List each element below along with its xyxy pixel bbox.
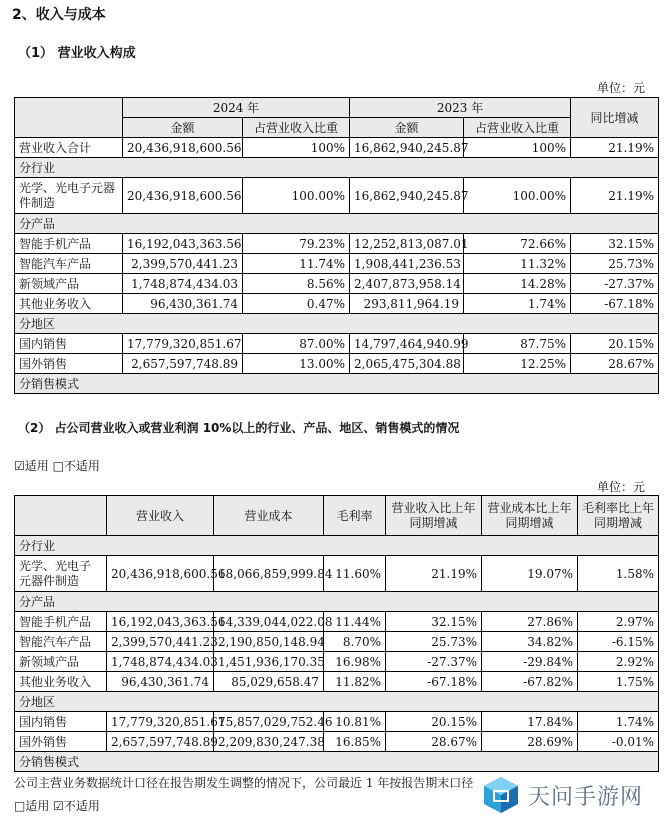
- applicable-checkbox: ☑适用: [14, 459, 49, 473]
- table-row: [15, 712, 659, 732]
- header-revenue: 营业收入: [107, 496, 214, 536]
- unit-label-2: 单位：元: [596, 480, 645, 494]
- amount-2023: 14,797,464,940.99: [350, 334, 464, 354]
- ratio-2024: 0.47%: [243, 294, 350, 314]
- subsection-2-title: （2） 占公司营业收入或营业利润 10%以上的行业、产品、地区、销售模式的情况: [18, 421, 460, 435]
- row-label: 光学、光电子元器件制造: [15, 556, 107, 592]
- row-label: 新领域产品: [15, 274, 123, 294]
- revenue: 1,748,874,434.03: [107, 652, 214, 672]
- revenue: 17,779,320,851.67: [107, 712, 214, 732]
- revenue: 2,657,597,748.89: [107, 732, 214, 752]
- revenue-composition-table: [14, 97, 659, 394]
- margin: 16.98%: [324, 652, 386, 672]
- amount-2024: 2,399,570,441.23: [123, 254, 243, 274]
- amount-2023: 2,065,475,304.88: [350, 354, 464, 374]
- row-label: 国外销售: [15, 354, 123, 374]
- group-header-region: 分地区: [15, 692, 659, 712]
- subsection-1-title: （1） 营业收入构成: [18, 46, 136, 61]
- header-yoy: 同比增减: [571, 98, 659, 138]
- margin-yoy: 1.74%: [578, 712, 659, 732]
- header-ratio-2023: 占营业收入比重: [464, 118, 571, 138]
- row-label: 其他业务收入: [15, 294, 123, 314]
- cost: 14,339,044,022.08: [214, 612, 324, 632]
- amount-2024: 20,436,918,600.56: [123, 138, 243, 158]
- margin: 11.44%: [324, 612, 386, 632]
- header-cost-yoy: 营业成本比上年同期增减: [482, 496, 578, 536]
- row-label: 智能汽车产品: [15, 254, 123, 274]
- cost: 15,857,029,752.46: [214, 712, 324, 732]
- margin-yoy: -6.15%: [578, 632, 659, 652]
- ratio-2023: 72.66%: [464, 234, 571, 254]
- table-row: [15, 632, 659, 652]
- margin: 8.70%: [324, 632, 386, 652]
- row-label: 其他业务收入: [15, 672, 107, 692]
- applicability-checkboxes-2: [14, 797, 100, 814]
- watermark-text: 天问手游网: [528, 784, 644, 810]
- group-header-industry: 分行业: [15, 158, 659, 178]
- row-label: 智能手机产品: [15, 612, 107, 632]
- amount-2023: 16,862,940,245.87: [350, 138, 464, 158]
- row-label: 光学、光电子元器件制造: [15, 178, 123, 214]
- amount-2024: 96,430,361.74: [123, 294, 243, 314]
- header-amount-2023: 金额: [350, 118, 464, 138]
- ratio-2023: 14.28%: [464, 274, 571, 294]
- amount-2024: 1,748,874,434.03: [123, 274, 243, 294]
- yoy: -67.18%: [571, 294, 659, 314]
- group-header-region: 分地区: [15, 314, 659, 334]
- table-row: [15, 254, 659, 274]
- header-amount-2024: 金额: [123, 118, 243, 138]
- yoy: 21.19%: [571, 138, 659, 158]
- ratio-2024: 100%: [243, 138, 350, 158]
- cost-yoy: 34.82%: [482, 632, 578, 652]
- revenue-yoy: 21.19%: [386, 556, 482, 592]
- ratio-2024: 79.23%: [243, 234, 350, 254]
- header-cost: 营业成本: [214, 496, 324, 536]
- header-margin-yoy: 毛利率比上年同期增减: [578, 496, 659, 536]
- cost-yoy: 19.07%: [482, 556, 578, 592]
- table-row: [15, 334, 659, 354]
- revenue-yoy: 32.15%: [386, 612, 482, 632]
- cost-yoy: 27.86%: [482, 612, 578, 632]
- margin-yoy: -0.01%: [578, 732, 659, 752]
- header-blank: [15, 98, 123, 138]
- table-row: [15, 732, 659, 752]
- table-row: [15, 234, 659, 254]
- table-row: [15, 354, 659, 374]
- margin: 16.85%: [324, 732, 386, 752]
- amount-2024: 20,436,918,600.56: [123, 178, 243, 214]
- amount-2023: 1,908,441,236.53: [350, 254, 464, 274]
- row-label: 智能手机产品: [15, 234, 123, 254]
- table-row: [15, 294, 659, 314]
- cost-yoy: 28.69%: [482, 732, 578, 752]
- footnote-text: 公司主营业务数据统计口径在报告期发生调整的情况下，公司最近 1 年按报告期末口径: [14, 776, 474, 790]
- amount-2024: 17,779,320,851.67: [123, 334, 243, 354]
- revenue-yoy: 25.73%: [386, 632, 482, 652]
- margin-yoy: 1.58%: [578, 556, 659, 592]
- cube-logo-icon: [480, 774, 522, 816]
- table-row: [15, 652, 659, 672]
- group-header-industry: 分行业: [15, 536, 659, 556]
- cost-yoy: 17.84%: [482, 712, 578, 732]
- group-header-product: 分产品: [15, 592, 659, 612]
- cost: 1,451,936,170.35: [214, 652, 324, 672]
- header-ratio-2024: 占营业收入比重: [243, 118, 350, 138]
- revenue-yoy: -67.18%: [386, 672, 482, 692]
- margin-yoy: 1.75%: [578, 672, 659, 692]
- header-2024: 2024 年: [123, 98, 350, 118]
- not-applicable-checkbox-2: ☑不适用: [53, 799, 100, 813]
- amount-2023: 2,407,873,958.14: [350, 274, 464, 294]
- ratio-2024: 8.56%: [243, 274, 350, 294]
- table-row: [15, 178, 659, 214]
- revenue-yoy: 20.15%: [386, 712, 482, 732]
- major-segments-table: [14, 495, 659, 772]
- header-revenue-yoy: 营业收入比上年同期增减: [386, 496, 482, 536]
- amount-2023: 16,862,940,245.87: [350, 178, 464, 214]
- yoy: 21.19%: [571, 178, 659, 214]
- not-applicable-checkbox: □不适用: [52, 459, 100, 473]
- ratio-2023: 100%: [464, 138, 571, 158]
- row-label: 国外销售: [15, 732, 107, 752]
- revenue: 96,430,361.74: [107, 672, 214, 692]
- revenue-yoy: -27.37%: [386, 652, 482, 672]
- ratio-2023: 11.32%: [464, 254, 571, 274]
- group-header-sales-mode: 分销售模式: [15, 752, 659, 772]
- section-title: 2、收入与成本: [12, 7, 106, 23]
- cost-yoy: -67.82%: [482, 672, 578, 692]
- cost: 2,209,830,247.38: [214, 732, 324, 752]
- ratio-2023: 87.75%: [464, 334, 571, 354]
- group-header-sales-mode: 分销售模式: [15, 374, 659, 394]
- table-row: [15, 274, 659, 294]
- yoy: -27.37%: [571, 274, 659, 294]
- yoy: 25.73%: [571, 254, 659, 274]
- ratio-2024: 87.00%: [243, 334, 350, 354]
- row-label: 国内销售: [15, 334, 123, 354]
- ratio-2023: 100.00%: [464, 178, 571, 214]
- revenue: 2,399,570,441.23: [107, 632, 214, 652]
- margin-yoy: 2.97%: [578, 612, 659, 632]
- yoy: 20.15%: [571, 334, 659, 354]
- amount-2023: 12,252,813,087.01: [350, 234, 464, 254]
- margin: 11.60%: [324, 556, 386, 592]
- margin: 11.82%: [324, 672, 386, 692]
- table-row: [15, 672, 659, 692]
- watermark: [480, 770, 655, 820]
- amount-2024: 2,657,597,748.89: [123, 354, 243, 374]
- row-label: 新领域产品: [15, 652, 107, 672]
- row-label: 国内销售: [15, 712, 107, 732]
- ratio-2024: 11.74%: [243, 254, 350, 274]
- yoy: 32.15%: [571, 234, 659, 254]
- applicable-checkbox-2: □适用: [14, 799, 50, 813]
- header-blank: [15, 496, 107, 536]
- cost: 85,029,658.47: [214, 672, 324, 692]
- cost: 18,066,859,999.84: [214, 556, 324, 592]
- applicability-checkboxes: [14, 457, 100, 474]
- amount-2024: 16,192,043,363.56: [123, 234, 243, 254]
- ratio-2024: 100.00%: [243, 178, 350, 214]
- table-row: [15, 556, 659, 592]
- unit-label-1: 单位：元: [596, 81, 645, 95]
- ratio-2024: 13.00%: [243, 354, 350, 374]
- revenue-yoy: 28.67%: [386, 732, 482, 752]
- table-row-total: [15, 138, 659, 158]
- margin-yoy: 2.92%: [578, 652, 659, 672]
- group-header-product: 分产品: [15, 214, 659, 234]
- header-2023: 2023 年: [350, 98, 571, 118]
- amount-2023: 293,811,964.19: [350, 294, 464, 314]
- margin: 10.81%: [324, 712, 386, 732]
- ratio-2023: 1.74%: [464, 294, 571, 314]
- cost: 2,190,850,148.94: [214, 632, 324, 652]
- revenue: 16,192,043,363.56: [107, 612, 214, 632]
- ratio-2023: 12.25%: [464, 354, 571, 374]
- row-label: 营业收入合计: [15, 138, 123, 158]
- revenue: 20,436,918,600.56: [107, 556, 214, 592]
- header-margin: 毛利率: [324, 496, 386, 536]
- cost-yoy: -29.84%: [482, 652, 578, 672]
- row-label: 智能汽车产品: [15, 632, 107, 652]
- yoy: 28.67%: [571, 354, 659, 374]
- table-row: [15, 612, 659, 632]
